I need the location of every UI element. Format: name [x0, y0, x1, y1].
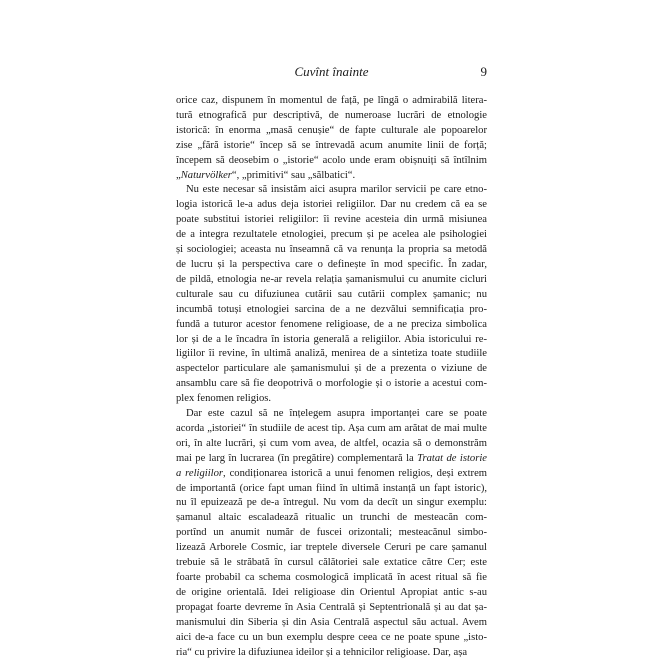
- text-line: poate substitui istoriei religiilor: îi revine acesteia din urmă misiunea: [176, 214, 487, 226]
- text-line: lizează Arborele Cosmic, iar treptele diversele Ceruri pe care șamanul: [176, 542, 487, 554]
- text-line: de lucru și la perspectiva care o definește în mod specific. În zadar,: [176, 258, 487, 270]
- text-line: a religiilor, condiționarea istorică a unui fenomen religios, deși extrem: [176, 467, 487, 479]
- italic-term: Naturvölker: [180, 169, 232, 181]
- text-line: de origine orientală. Idei religioase din Orientul Apropiat antic s-au: [176, 586, 487, 598]
- text-line: propagat foarte devreme în Asia Centrală și Septentrională și au dat șa-: [176, 601, 487, 613]
- text-line: incumbă totuși etnologiei sarcina de a ne dezvălui semnificația pro-: [176, 303, 487, 315]
- text-line: mai pe larg în lucrarea (în pregătire) complementară la Tratat de istorie: [176, 452, 487, 464]
- italic-term: a religiilor: [176, 467, 224, 479]
- text-line: ria“ cu privire la difuziunea ideilor și a tehnicilor religioase. Dar, așa: [176, 646, 468, 658]
- text-line: istorică: în enorma „masă cenușie“ de fapte culturale ale popoarelor: [176, 124, 487, 136]
- text-line: și sociologiei; aceasta nu înseamnă că va renunța la propria sa metodă: [176, 244, 487, 256]
- paragraph: [176, 94, 487, 183]
- text-line: lor și de a le încadra în istoria generală a religiilor. Abia istoricului re-: [176, 333, 487, 345]
- running-title: Cuvînt înainte: [294, 64, 369, 79]
- italic-term: Tratat de istorie: [417, 452, 487, 464]
- body-text: [176, 94, 487, 660]
- paragraph: [176, 183, 487, 407]
- text-line: tură etnografică pur descriptivă, de numeroase lucrări de etnologie: [176, 109, 487, 121]
- text-line: foarte probabil ca schema cosmologică implicată în acest ritual să fie: [176, 572, 487, 583]
- text-line: de a integra rezultatele etnologiei, precum și pe acelea ale psihologiei: [176, 229, 487, 241]
- text-line: logia istorică le-a adus deja istoriei religiilor. Dar nu credem că ea se: [176, 199, 487, 211]
- text-line: acorda „istoriei“ în studiile de acest tip. Așa cum am arătat de mai multe: [176, 422, 487, 434]
- text-line: Nu este necesar să insistăm aici asupra marilor servicii pe care etno-: [186, 184, 487, 196]
- text-line: portînd un anumit număr de fuscei orizontali; mesteacănul simbo-: [176, 527, 487, 539]
- text-line: „Naturvölker“, „primitivi“ sau „sălbatici“.: [176, 169, 356, 181]
- text-line: plex fenomen religios.: [176, 393, 272, 405]
- text-line: șamanul altaic escaladează ritualic un trunchi de mesteacăn com-: [176, 512, 487, 524]
- text-line: Dar este cazul să ne înțelegem asupra importanței care se poate: [186, 408, 487, 420]
- text-line: ansamblu care să fie deopotrivă o morfologie și o istorie a acestui com-: [176, 378, 487, 390]
- page-number: 9: [480, 64, 487, 79]
- text-line: aici de-a face cu un bun exemplu despre ceea ce ne poate spune „isto-: [176, 631, 487, 643]
- text-line: zise „fără istorie“ încep să se întrevadă acum anumite linii de forță;: [176, 139, 487, 151]
- text-line: ori, în alte lucrări, și cum vom avea, de altfel, ocazia să o demonstrăm: [176, 437, 487, 449]
- text-line: nu îl epuizează pe de-a întregul. Nu vom da decît un singur exemplu:: [176, 497, 487, 509]
- text-line: orice caz, dispunem în momentul de față, pe lîngă o admirabilă litera-: [176, 95, 487, 106]
- paragraph: [176, 407, 487, 660]
- text-line: ligiilor îi revine, în ultimă analiză, menirea de a sintetiza toate studiile: [176, 348, 487, 360]
- text-line: de importantă (orice fapt uman fiind în ultimă instanță un fapt istoric),: [176, 482, 487, 494]
- text-line: fundă a tuturor acestor fenomene religioase, de a ne preciza simbolica: [176, 318, 487, 330]
- text-line: manismului din Siberia și din Asia Centrală aspectul său actual. Avem: [176, 616, 487, 628]
- text-line: de pildă, etnologia ne-ar revela relația șamanismului cu anumite cicluri: [176, 273, 487, 285]
- text-line: începem să deosebim o „istorie“ acolo unde eram obișnuiți să întîlnim: [176, 154, 487, 166]
- page-header: [176, 64, 487, 80]
- text-line: aspectelor particulare ale șamanismului și de a prezenta o viziune de: [176, 363, 487, 375]
- text-line: culturale sau cu difuziunea cutării sau cutării complex șamanic; nu: [176, 288, 487, 300]
- text-line: trebuie să le străbată în cursul călătoriei sale extatice către Cer; este: [176, 557, 487, 569]
